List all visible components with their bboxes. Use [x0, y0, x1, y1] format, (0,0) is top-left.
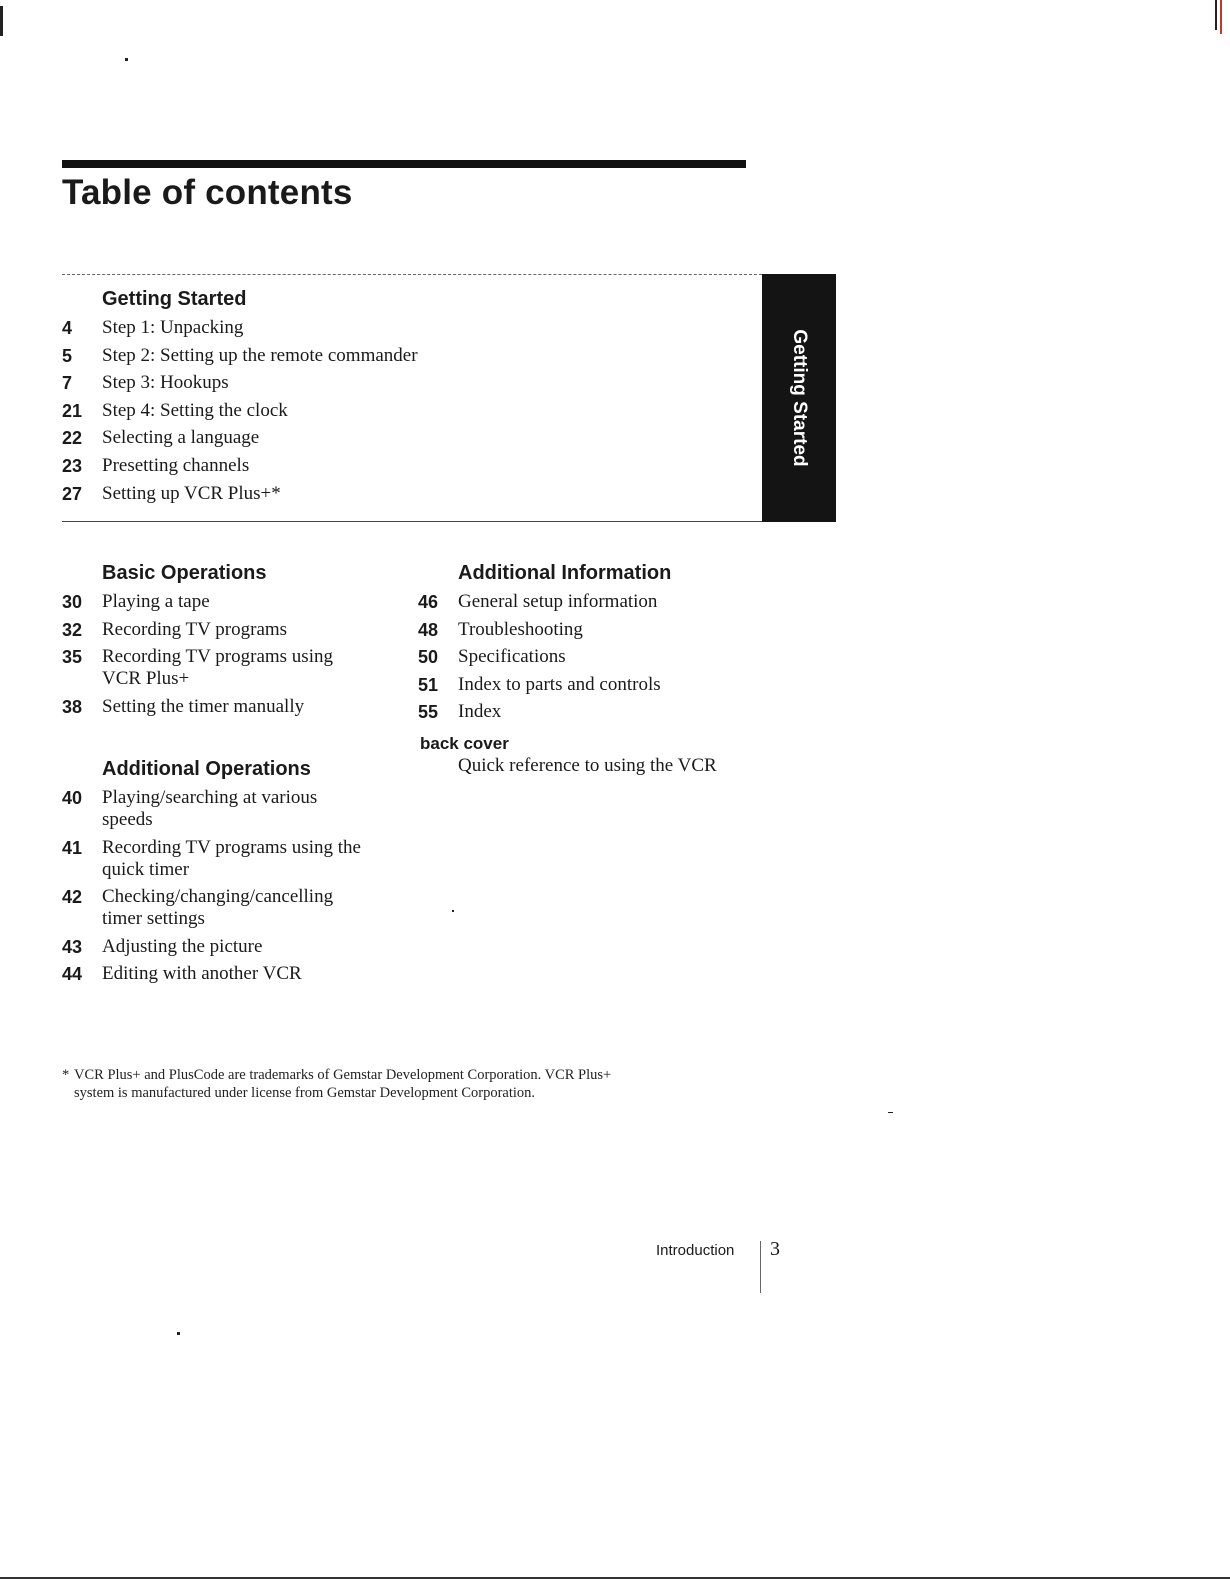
page-title: Table of contents: [62, 173, 353, 212]
toc-list: [62, 787, 422, 985]
toc-entry[interactable]: [62, 936, 422, 958]
toc-entry[interactable]: [62, 372, 702, 394]
entry-title: Checking/changing/cancelling timer settings: [102, 886, 334, 930]
scan-speck: [888, 1112, 893, 1113]
scan-mark: [0, 6, 3, 36]
toc-entry[interactable]: [62, 400, 702, 422]
toc-entry[interactable]: [418, 591, 778, 613]
section-top-rule: [62, 274, 762, 275]
scan-speck: [125, 58, 128, 61]
section-heading: Additional Information: [458, 562, 672, 584]
entry-title: Playing/searching at various speeds: [102, 787, 318, 830]
entry-title: Index: [458, 701, 502, 723]
entry-title: Recording TV programs using VCR Plus+: [102, 646, 333, 690]
entry-title: Setting the timer manually: [102, 695, 305, 717]
page-number: 3: [770, 1238, 780, 1260]
toc-entry[interactable]: [62, 646, 422, 690]
scan-mark: [1215, 0, 1217, 30]
page-number: 55: [418, 702, 439, 723]
toc-list: [418, 591, 778, 723]
scan-speck: [452, 910, 454, 912]
toc-list: [62, 317, 702, 505]
entry-title: Step 3: Hookups: [102, 372, 229, 394]
toc-entry[interactable]: [418, 674, 778, 696]
basic-operations-section: [62, 562, 422, 723]
page-number: 51: [418, 674, 439, 695]
back-cover-entry[interactable]: Quick reference to using the VCR: [458, 755, 717, 776]
page-number: 27: [62, 483, 83, 504]
entry-title: Editing with another VCR: [102, 963, 302, 985]
toc-entry[interactable]: [62, 886, 422, 930]
page-number: 7: [62, 373, 73, 394]
back-cover-page-label: back cover: [420, 734, 509, 753]
toc-list: [62, 591, 422, 718]
additional-operations-section: [62, 758, 422, 991]
page-number: 38: [62, 696, 83, 717]
section-heading: Additional Operations: [102, 758, 311, 780]
toc-entry[interactable]: [62, 345, 702, 367]
title-rule: [62, 160, 746, 168]
scan-mark: [1220, 0, 1222, 34]
toc-entry[interactable]: [418, 701, 778, 723]
toc-entry[interactable]: [418, 646, 778, 668]
footnote-text: VCR Plus+ and PlusCode are trademarks of Gemstar Development Corporation. VCR Plus+: [74, 1067, 612, 1083]
toc-entry[interactable]: [62, 837, 422, 881]
toc-entry[interactable]: [62, 787, 422, 831]
page-number: 21: [62, 400, 83, 421]
entry-title: Adjusting the picture: [102, 935, 263, 957]
page-number: 32: [62, 619, 83, 640]
scan-speck: [177, 1332, 180, 1335]
toc-entry[interactable]: [62, 455, 702, 477]
footnote-line: [62, 1066, 742, 1084]
page-number: 50: [418, 647, 439, 668]
toc-entry[interactable]: [62, 619, 422, 641]
section-heading: Getting Started: [102, 288, 247, 310]
section-bottom-rule: [62, 521, 762, 522]
page-number: 43: [62, 936, 83, 957]
additional-information-section: [418, 562, 778, 729]
entry-title: Index to parts and controls: [458, 673, 661, 695]
page-number: 4: [62, 318, 73, 338]
side-tab-label: Getting Started: [789, 329, 810, 467]
footer-section-name: Introduction: [656, 1242, 735, 1259]
page-number: 35: [62, 647, 83, 668]
toc-entry[interactable]: [62, 427, 702, 449]
toc-entry[interactable]: [418, 619, 778, 641]
entry-title: Playing a tape: [102, 591, 210, 612]
toc-entry[interactable]: [62, 483, 702, 505]
entry-title: Step 1: Unpacking: [102, 317, 244, 338]
footnote: [62, 1066, 742, 1102]
section-heading: Basic Operations: [102, 562, 267, 584]
page-number: 40: [62, 788, 83, 808]
page-number: 46: [418, 592, 439, 612]
page-number: 22: [62, 428, 83, 449]
toc-entry[interactable]: [62, 317, 702, 339]
entry-title: Setting up VCR Plus+*: [102, 482, 281, 504]
entry-title: Troubleshooting: [458, 618, 583, 640]
entry-title: Recording TV programs: [102, 618, 288, 640]
page-number: 30: [62, 592, 83, 612]
entry-title: Selecting a language: [102, 427, 260, 449]
page-number: 23: [62, 455, 83, 476]
toc-entry[interactable]: [62, 591, 422, 613]
entry-title: Step 4: Setting the clock: [102, 399, 288, 421]
page-number: 5: [62, 345, 73, 366]
entry-title: Step 2: Setting up the remote commander: [102, 344, 418, 366]
footnote-line: system is manufactured under license from Gemstar Development Corporation.: [74, 1085, 536, 1101]
page-number: 42: [62, 887, 83, 908]
footnote-mark: *: [62, 1067, 70, 1083]
toc-entry[interactable]: [62, 963, 422, 985]
entry-title: Presetting channels: [102, 454, 250, 476]
entry-title: Recording TV programs using the quick timer: [102, 836, 361, 880]
getting-started-section: [62, 288, 702, 510]
entry-title: Specifications: [458, 646, 566, 668]
toc-entry[interactable]: [62, 696, 422, 718]
entry-title: General setup information: [458, 591, 658, 612]
page-number: 48: [418, 619, 439, 640]
page-number: 41: [62, 837, 83, 858]
footer-divider: [760, 1241, 761, 1293]
page-number: 44: [62, 964, 83, 985]
side-tab: [762, 274, 836, 522]
